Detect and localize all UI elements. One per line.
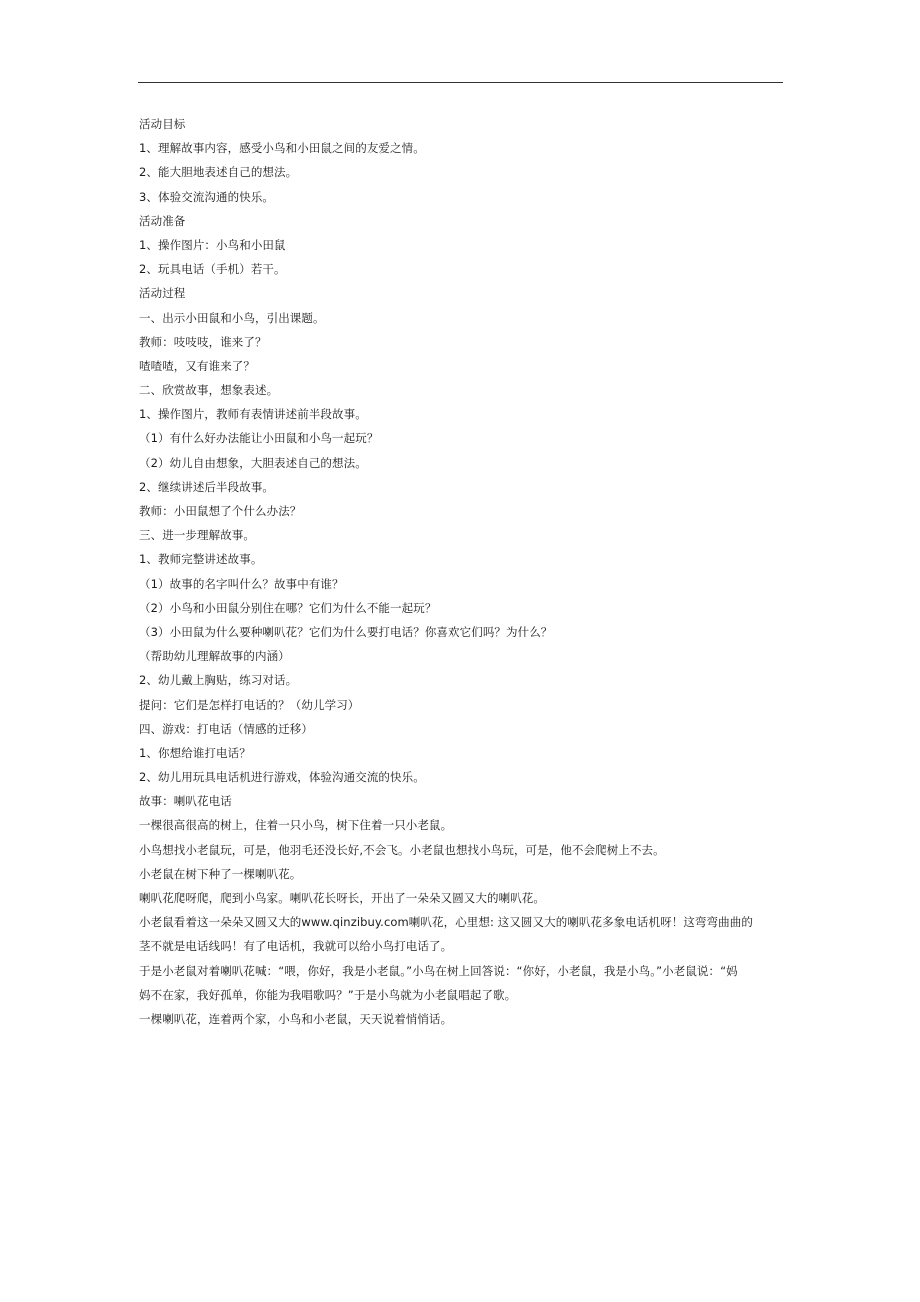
- text-line: 教师：吱吱吱，谁来了？: [139, 334, 267, 349]
- process-step-2: 二、欣赏故事，想象表述。: [139, 383, 279, 398]
- goal-item-2: 2、能大胆地表述自己的想法。: [139, 165, 298, 180]
- process-step-1: 一、出示小田鼠和小鸟，引出课题。: [139, 310, 325, 325]
- preparation-item-2: 2、玩具电话（手机）若干。: [139, 262, 286, 277]
- story-paragraph-row: 于是小老鼠对着喇叭花喊：“喂，你好，我是小老鼠。”小鸟在树上回答说：“你好，小老鼠，我是小鸟。”小老鼠说：“妈: [139, 963, 738, 978]
- text-line: （2）小鸟和小田鼠分别住在哪？它们为什么不能一起玩？: [139, 600, 437, 615]
- text-line: 2、幼儿戴上胸贴，练习对话。: [139, 673, 298, 688]
- text-line: 1、教师完整讲述故事。: [139, 552, 263, 567]
- story-paragraph-dialog: [139, 959, 787, 1007]
- story-paragraph: 喇叭花爬呀爬，爬到小鸟家。喇叭花长呀长，开出了一朵朵又圆又大的喇叭花。: [139, 891, 545, 905]
- preparation-item-1: 1、操作图片：小鸟和小田鼠: [139, 237, 286, 252]
- text-line: （1）故事的名字叫什么？故事中有谁？: [139, 576, 344, 591]
- story-closing-line: 一棵喇叭花，连着两个家，小鸟和小老鼠，天天说着悄悄话。: [139, 1011, 453, 1026]
- story-paragraph-phone: [139, 910, 787, 958]
- text-line: （3）小田鼠为什么要种喇叭花？它们为什么要打电话？你喜欢它们吗？为什么？: [139, 624, 553, 639]
- text-line: 2、幼儿用玩具电话机进行游戏，体验沟通交流的快乐。: [139, 770, 425, 785]
- process-step-3: 三、进一步理解故事。: [139, 528, 255, 543]
- section-heading-process: 活动过程: [139, 286, 186, 301]
- process-step-4: 四、游戏：打电话（情感的迁移）: [139, 721, 313, 736]
- text-line: 提问：它们是怎样打电话的？（幼儿学习）: [139, 697, 360, 712]
- story-paragraph-row: 妈不在家，我好孤单，你能为我唱歌吗？”于是小鸟就为小老鼠唱起了歌。: [139, 987, 517, 1002]
- story-paragraph-row: 小老鼠看着这一朵朵又圆又大的www.qinzibuy.com喇叭花，心里想: 这又圆又大的喇叭花多象电话机呀！这弯弯曲曲的: [139, 915, 753, 930]
- text-line: 2、继续讲述后半段故事。: [139, 479, 275, 494]
- section-heading-goals: 活动目标: [139, 117, 186, 131]
- section-heading-preparation: 活动准备: [139, 213, 186, 228]
- story-paragraph: 小鸟想找小老鼠玩，可是，他羽毛还没长好,不会飞。小老鼠也想找小鸟玩，可是，他不会爬树上不去。: [139, 842, 665, 857]
- text-line: （1）有什么好办法能让小田鼠和小鸟一起玩？: [139, 431, 379, 446]
- story-title: 故事：喇叭花电话: [139, 794, 232, 809]
- text-line: 教师：小田鼠想了个什么办法？: [139, 504, 302, 518]
- story-paragraph: 一棵很高很高的树上，住着一只小鸟，树下住着一只小老鼠。: [139, 818, 453, 833]
- header-rule: [138, 82, 783, 83]
- text-line: （帮助幼儿理解故事的内涵）: [139, 649, 290, 664]
- text-line: 1、你想给谁打电话？: [139, 745, 251, 760]
- goal-item-1: 1、理解故事内容，感受小鸟和小田鼠之间的友爱之情。: [139, 141, 425, 156]
- goal-item-3: 3、体验交流沟通的快乐。: [139, 189, 275, 204]
- text-line: 1、操作图片，教师有表情讲述前半段故事。: [139, 407, 367, 422]
- story-paragraph-row: 茎不就是电话线吗！有了电话机，我就可以给小鸟打电话了。: [139, 939, 453, 954]
- story-paragraph: 小老鼠在树下种了一棵喇叭花。: [139, 866, 302, 881]
- text-line: （2）幼儿自由想象，大胆表述自己的想法。: [139, 455, 367, 470]
- text-line: 喳喳喳，又有谁来了？: [139, 358, 255, 373]
- document-body: [139, 112, 787, 1031]
